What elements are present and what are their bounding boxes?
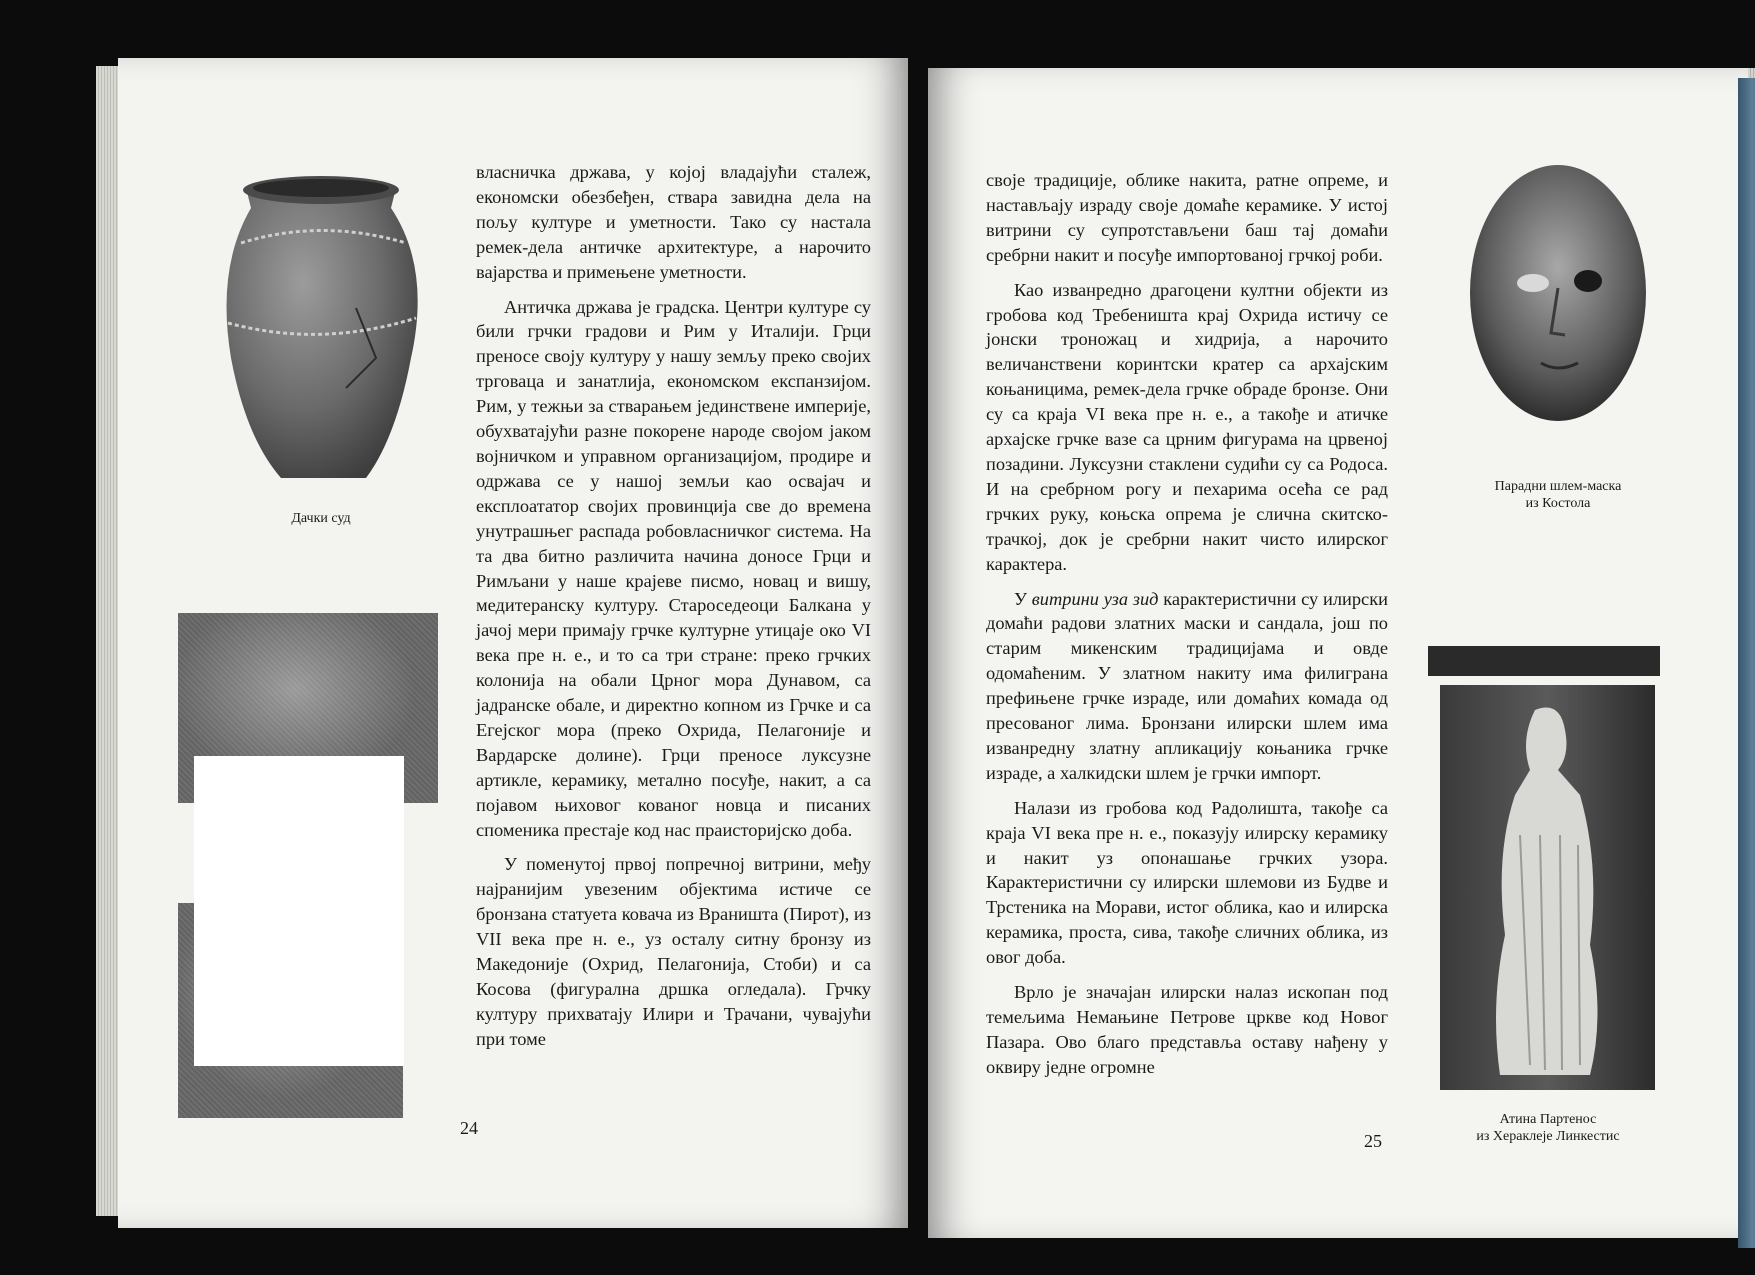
paragraph: своје традиције, облике накита, ратне опреме, и настављају израду своје домаће керамике. У истој витрини су супротстављени баш тај домаћи сребрни накит и посуђе импортованој грчкој роби. <box>986 170 1388 265</box>
book-cover-edge <box>1738 78 1755 1248</box>
showcase-lead: У <box>1014 588 1032 609</box>
paragraph: Врло је значајан илирски налаз ископан под темељима Немањине Петрове цркве код Новог Пазара. Ово благо представља оставу нађену у оквиру једне огромне <box>986 982 1388 1077</box>
page-number-left: 24 <box>460 1118 478 1138</box>
mask-caption <box>1418 478 1698 512</box>
paragraph: У поменутој првој попречној витрини, међу најранијим увезеним објектима истиче се бронзана статуета ковача из Враништа (Пирот), из VII века пре н. е., уз осталу ситну бронзу из Македоније (Охрид, Пелагонија, Стоби) и са Косова (фигурална дршка огледала). Грчку културу прихватају Илири и Трачани, чувајући при томе <box>476 854 871 1049</box>
mask-caption-line-2: из Костола <box>1525 496 1591 511</box>
open-book-spread <box>48 28 1698 1248</box>
vessel-caption: Дачки суд <box>291 511 351 526</box>
left-page <box>118 58 908 1228</box>
athena-caption-line-2: из Хераклеје Линкестис <box>1476 1129 1620 1144</box>
paragraph <box>986 587 1388 786</box>
paragraph: власничка држава, у којој владајући сталеж, економски обезбеђен, ствара завидна дела на пољу културе и уметности. Тако су настала ремек-дела античке архитектуре, а нарочито вајарства и примењене уметности. <box>476 162 871 282</box>
left-page-edges <box>96 66 118 1216</box>
page-number-right: 25 <box>1364 1131 1382 1151</box>
paragraph: Налази из гробова код Радолишта, такође са краја VI века пре н. е., показују илирску керамику и накит уз опонашање грчких узора. Карактеристични су илирски шлемови из Будве и Трстеника на Морави, истог облика, као и илирска керамика, проста, сива, такође сличних облика, из овог доба. <box>986 797 1388 968</box>
dacian-vessel-photo <box>206 158 436 488</box>
athena-statue-photo <box>1440 685 1655 1090</box>
athena-photo-frame <box>1428 646 1660 676</box>
left-page-text <box>476 160 871 1062</box>
mask-caption-line-1: Парадни шлем-маска <box>1494 479 1622 494</box>
right-page-text <box>986 168 1388 1090</box>
paragraph: Античка држава је градска. Центри културе су били грчки градови и Рим у Италији. Грци преносе своју културу у нашу земљу преко својих трговаца и занатлија, економском експанзијом. Рим, у тежњи за стварањем јединствене империје, обухватајући разне покорене народе својом јаком војничком и управном организацијом, продире и одржава се у нашој земљи као освајач и експлоататор својих провинција све до времена унутрашњег распада робовласничког система. На та два битно различита начина доносе Грци и Римљани у наше крајеве писмо, новац и вишу, медитеранску културу. Староседеоци Балкана у јачој мери примају грчке културне утицаје око VI века пре н. е., и то са три стране: преко грчких колонија на обали Црног мора Дунавом, са јадранске обале, и директно копном из Грчке и са Егејског мора (преко Охрида, Пелагоније и Вардарске долине). Грци преносе луксузне артикле, керамику, метално посуђе, накит, а са појавом њиховог кованог новца и писаних споменика престаје код нас праисторијско доба. <box>476 296 871 840</box>
showcase-rest: карактеристични су илирски домаћи радови златних маски и сандала, још по старим микенским традицијама и овде одомаћеним. У златном накиту има филиграна префињене грчке израде, или домаћих комада од пресованог лима. Бронзани илирски шлем има изванредну златну апликацију коњаника грчке израде, а халкидски шлем је грчки импорт. <box>986 588 1388 783</box>
athena-caption <box>1408 1111 1688 1145</box>
right-page <box>928 68 1748 1238</box>
showcase-italic: витрини уза зид <box>1031 588 1159 609</box>
athena-caption-line-1: Атина Партенос <box>1499 1112 1597 1127</box>
helmet-mask-photo <box>1463 163 1653 433</box>
paragraph: Као изванредно драгоцени култни објекти из гробова код Требеништа крај Охрида истичу се јонски троножац и хидрија, а нарочито величанствени коринтски кратер са архајским коњаницима, ремек-дела грчке обраде бронзе. Они су са краја VI века пре н. е., а такође и атичке архајске грчке вазе са црним фигурама на црвеној позадини. Луксузни стаклени судићи су са Родоса. И на сребрном рогу и пехарима осећа се рад грчких руку, коњска опрема је слична скитско-трачкој, док је сребрни накит чисто илирског карактера. <box>986 279 1388 574</box>
pasted-paper-patch <box>194 756 404 1066</box>
